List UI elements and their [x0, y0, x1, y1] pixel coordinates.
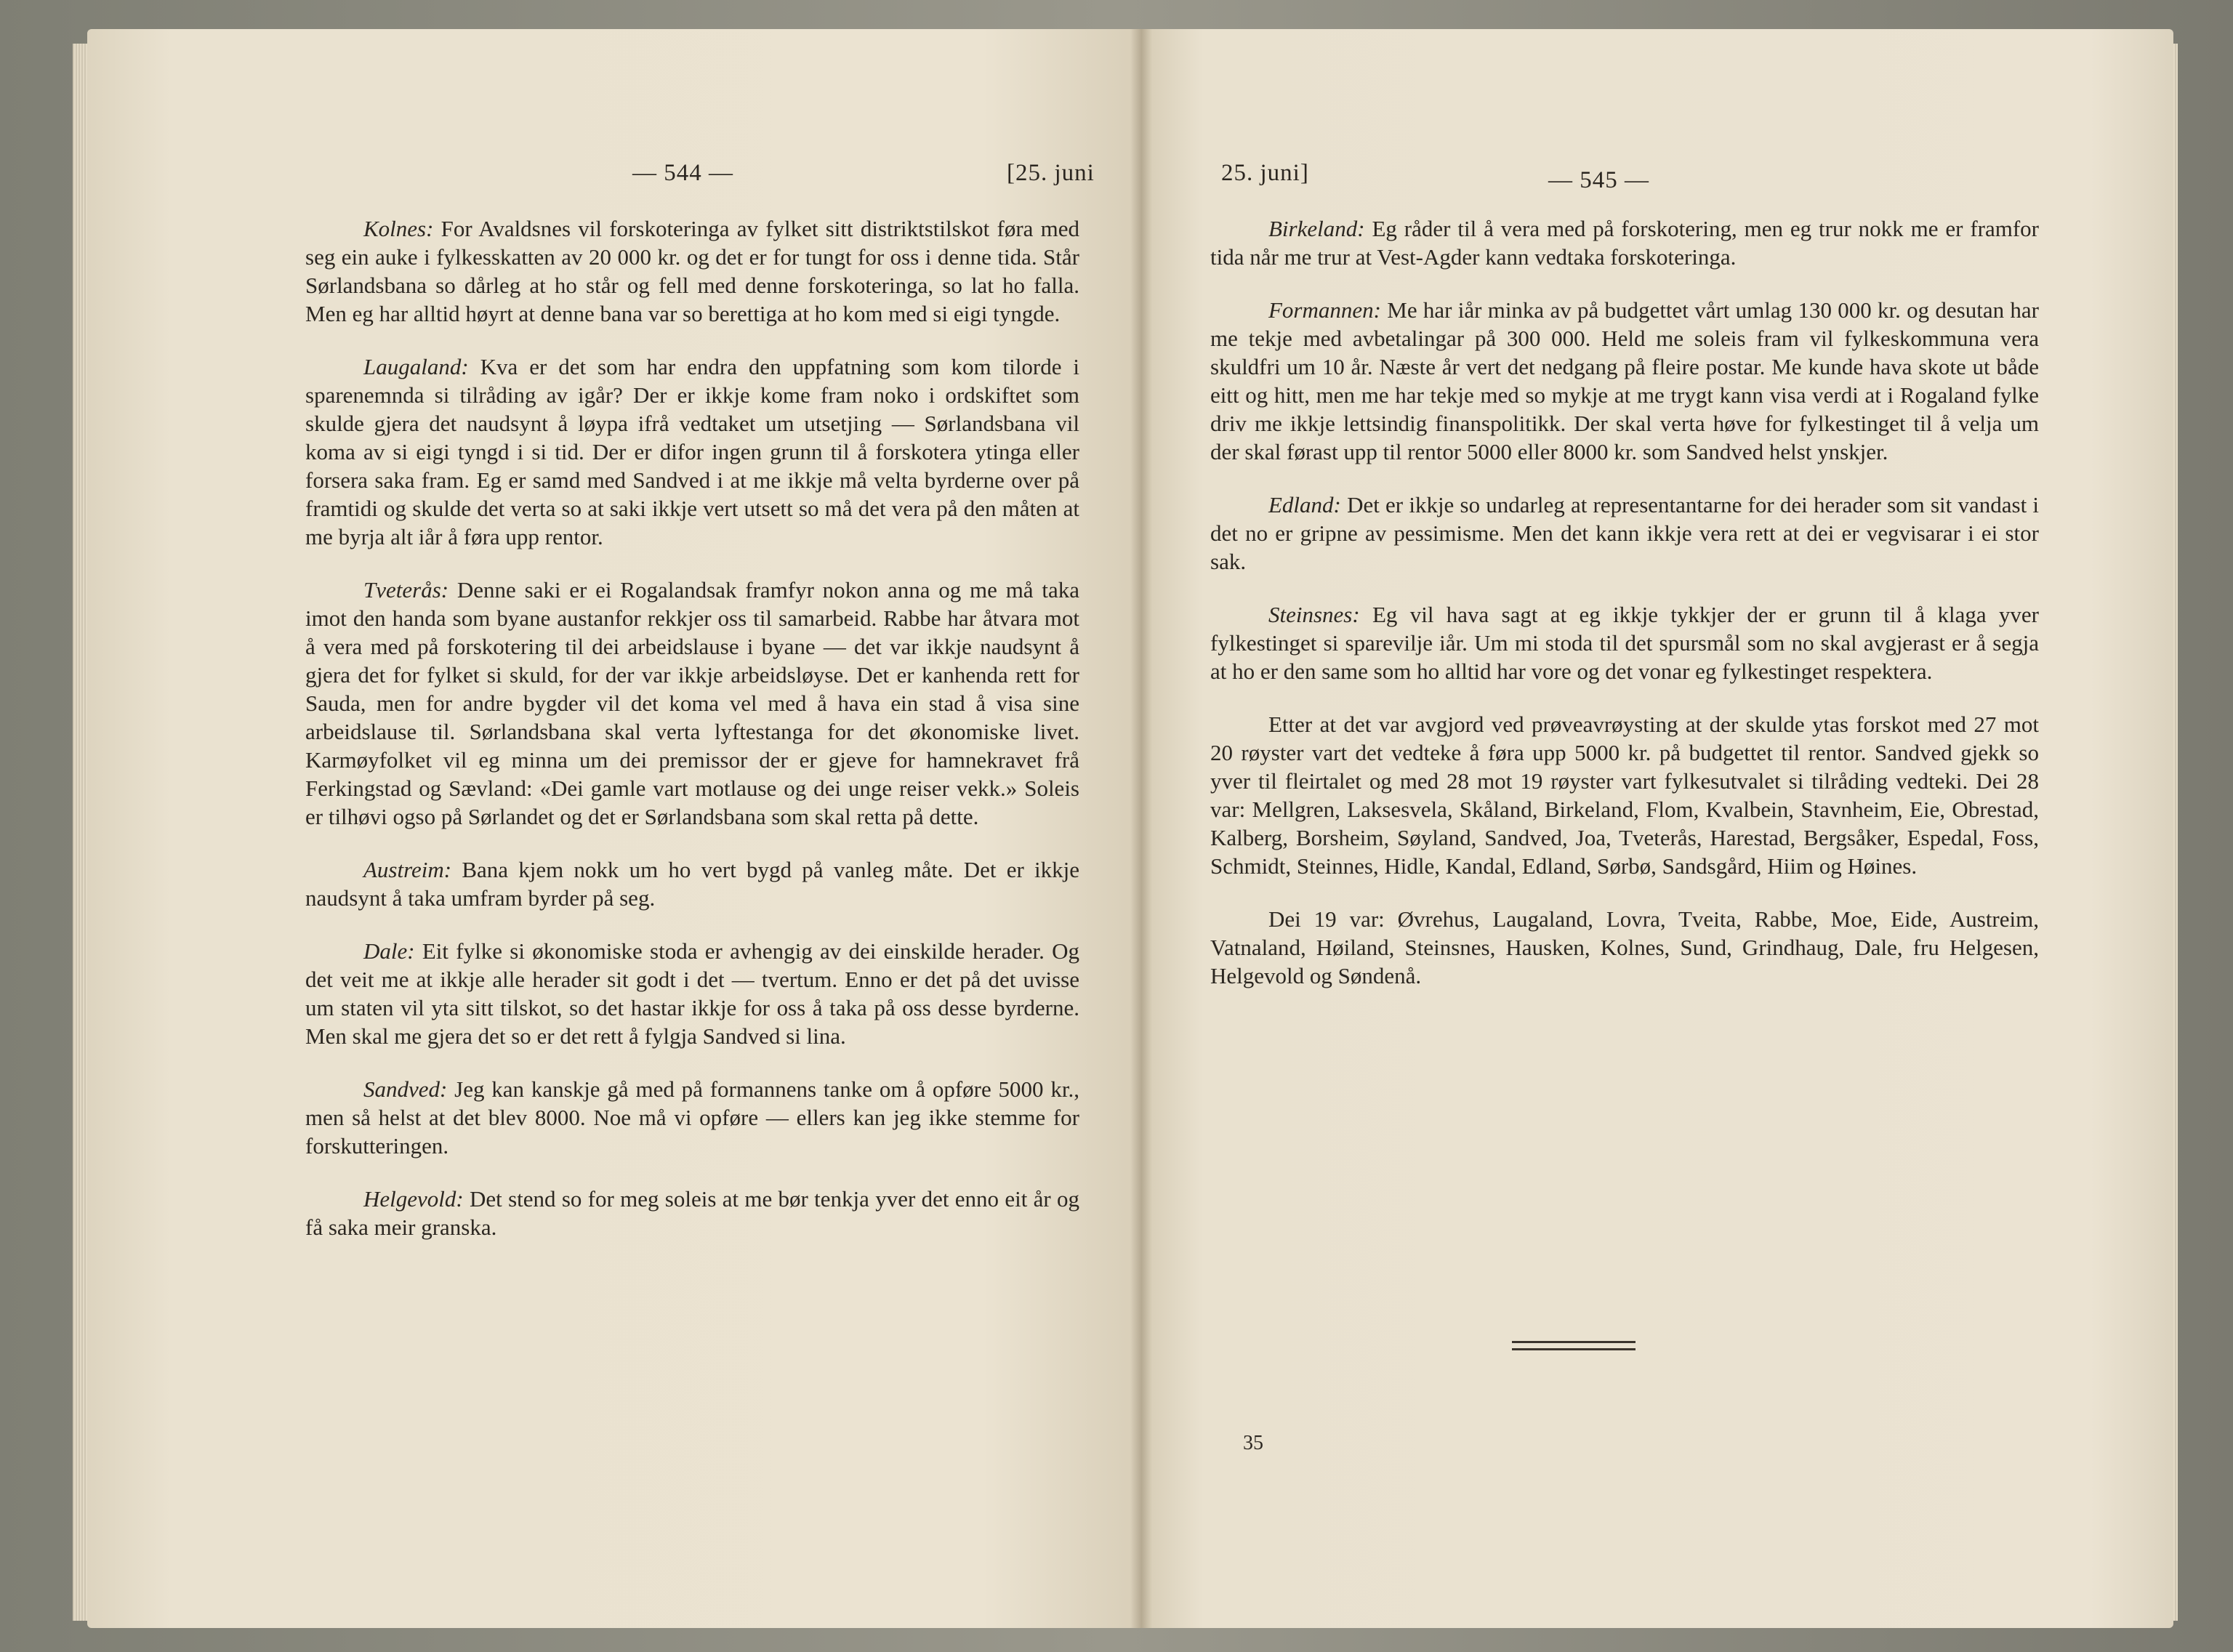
paragraph	[305, 1185, 1079, 1241]
paragraph	[1210, 600, 2039, 685]
paragraph	[1210, 491, 2039, 576]
paragraph-text: Jeg kan kanskje gå med på formannens tanke om å opføre 5000 kr., men så helst at det blev 8000. Noe må vi opføre — ellers kan jeg ikke stemme for forskutteringen.	[305, 1076, 1079, 1159]
paragraph-text: Det er ikkje so undarleg at representantarne for dei herader som sit vandast i det no er gripne av pessimisme. Men det kann ikkje vera rett at dei er vegvisarar i ei stor sak.	[1210, 492, 2039, 574]
right-page	[1141, 29, 2173, 1628]
right-page-date: 25. juni]	[1221, 160, 1309, 186]
paragraph-text: Bana kjem nokk um ho vert bygd på vanleg måte. Det er ikkje naudsynt å taka umfram byrder på seg.	[305, 857, 1079, 911]
paragraph	[305, 214, 1079, 328]
section-divider-line	[1512, 1348, 1635, 1350]
speaker-name: Helgevold:	[363, 1186, 464, 1212]
paragraph	[305, 855, 1079, 912]
speaker-name: Edland:	[1268, 492, 1341, 517]
book-gutter	[1130, 29, 1152, 1628]
signature-number: 35	[1243, 1432, 1263, 1454]
paragraph-text: Eg råder til å vera med på forskotering, men eg trur nokk me er framfor tida når me trur at Vest-Agder kann vedtaka forskoteringa.	[1210, 216, 2039, 270]
paragraph-text: Dei 19 var: Øvrehus, Laugaland, Lovra, Tveita, Rabbe, Moe, Eide, Austreim, Vatnaland, Høiland, Steinsnes, Hausken, Kolnes, Sund, Grindhaug, Dale, fru Helgesen, Helgevold og Søndenå.	[1210, 906, 2039, 988]
paragraph	[1210, 710, 2039, 880]
paragraph-text: For Avaldsnes vil forskoteringa av fylket sitt distriktstilskot føra med seg ein auke i fylkesskatten av 20 000 kr. og det er for tungt for oss i denne tida. Står Sørlandsbana so dårleg at ho står og fell med denne forskoteringa, so lat ho falla. Men eg har alltid høyrt at denne bana var so berettiga at ho kom med si eigi tyngde.	[305, 216, 1079, 326]
paragraph-text: Etter at det var avgjord ved prøveavrøysting at der skulde ytas forskot med 27 mot 20 røyster vart det vedteke å føra upp 5000 kr. på budgettet til rentor. Sandved gjekk so yver til fleirtalet og med 28 mot 19 røyster vart fylkesutvalet si tilråding vedteki. Dei 28 var: Mellgren, Laksesvela, Skåland, Birkeland, Flom, Kvalbein, Stavnheim, Eie, Obrestad, Kalberg, Borsheim, Søyland, Sandved, Joa, Tveterås, Harestad, Bergsåker, Espedal, Foss, Schmidt, Steinnes, Hidle, Kandal, Edland, Sørbø, Sandsgård, Hiim og Høines.	[1210, 712, 2039, 879]
left-page-date: [25. juni	[1007, 160, 1095, 186]
left-page	[87, 29, 1141, 1628]
paragraph-text: Me har iår minka av på budgettet vårt umlag 130 000 kr. og desutan har me tekje med avbetalingar på 300 000. Held me soleis fram vil fylkeskommuna vera skuldfri um 10 år. Næste år vert det nedgang på fleire postar. Me kunde hava skote ut både eitt og hitt, men me har tekje med so mykje at me trygt kann visa verdi at i Rogaland fylke driv me ikkje lettsindig finanspolitikk. Der skal verta høve for fylkestinget til å velja um der skal førast upp til rentor 5000 eller 8000 kr. som Sandved helst ynskjer.	[1210, 297, 2039, 464]
speaker-name: Austreim:	[363, 857, 452, 882]
speaker-name: Steinsnes:	[1268, 602, 1360, 627]
paragraph	[305, 576, 1079, 831]
speaker-name: Laugaland:	[363, 354, 469, 379]
paragraph	[305, 352, 1079, 551]
paragraph-text: Denne saki er ei Rogalandsak framfyr nokon anna og me må taka imot den handa som byane austanfor rekkjer oss til samarbeid. Rabbe har åtvara mot å vera med på forskotering til dei arbeidslause i byane — det var ikkje naudsynt å gjera det for fylket si skuld, for der var ikkje arbeidsløyse. Det er kanhenda rett for Sauda, men for andre bygder vil det koma vel med å hava ein stad å visa sine arbeidslause til. Sørlandsbana skal verta lyftestanga for det økonomiske livet. Karmøyfolket vil eg minna um dei premissor der er gjeve for hamnekravet frå Ferkingstad og Sævland: «Dei gamle vart motlause og dei unge reiser vekk.» Soleis er tilhøvi ogso på Sørlandet og det er Sørlandsbana som skal retta på dette.	[305, 577, 1079, 829]
paragraph	[1210, 905, 2039, 990]
right-page-number: — 545 —	[1548, 167, 1649, 193]
speaker-name: Formannen:	[1268, 297, 1381, 323]
paragraph	[305, 1075, 1079, 1160]
paragraph-text: Eit fylke si økonomiske stoda er avhengig av dei einskilde herader. Og det veit me at ikkje alle herader sit godt i det — tvertum. Enno er det på det uvisse um staten vil yta sitt tilskot, so det hastar ikkje for oss å taka på oss desse byrderne. Men skal me gjera det so er det rett å fylgja Sandved si lina.	[305, 938, 1079, 1049]
paragraph-text: Det stend so for meg soleis at me bør tenkja yver det enno eit år og få saka meir granska.	[305, 1186, 1079, 1240]
paragraph-text: Kva er det som har endra den uppfatning som kom tilorde i sparenemnda si tilråding av igår? Der er ikkje kome fram noko i ordskiftet som skulde gjera det naudsynt å løypa ifrå vedtaket um utsetjing — Sørlandsbana vil koma av si eigi tyngd i si tid. Der er difor ingen grunn til å forskotera ytinga eller forsera saka fram. Eg er samd med Sandved i at me ikkje må velta byrderne over på framtidi og skulde det verta so at saki ikkje vert utsett so må det vera på den måten at me byrja alt iår å føra upp rentor.	[305, 354, 1079, 549]
left-page-body	[305, 214, 1079, 1266]
section-divider-line	[1512, 1341, 1635, 1343]
paragraph	[1210, 296, 2039, 466]
speaker-name: Tveterås:	[363, 577, 449, 603]
right-page-body	[1210, 214, 2039, 1015]
speaker-name: Sandved:	[363, 1076, 448, 1102]
speaker-name: Birkeland:	[1268, 216, 1365, 241]
paragraph	[305, 937, 1079, 1050]
left-page-number: — 544 —	[632, 160, 733, 186]
speaker-name: Kolnes:	[363, 216, 434, 241]
paragraph	[1210, 214, 2039, 271]
paragraph-text: Eg vil hava sagt at eg ikkje tykkjer der er grunn til å klaga yver fylkestinget si sparevilje iår. Um mi stoda til det spursmål som no skal avgjerast er å segja at ho er den same som ho alltid har vore og det vonar eg fylkestinget respektera.	[1210, 602, 2039, 684]
speaker-name: Dale:	[363, 938, 415, 964]
